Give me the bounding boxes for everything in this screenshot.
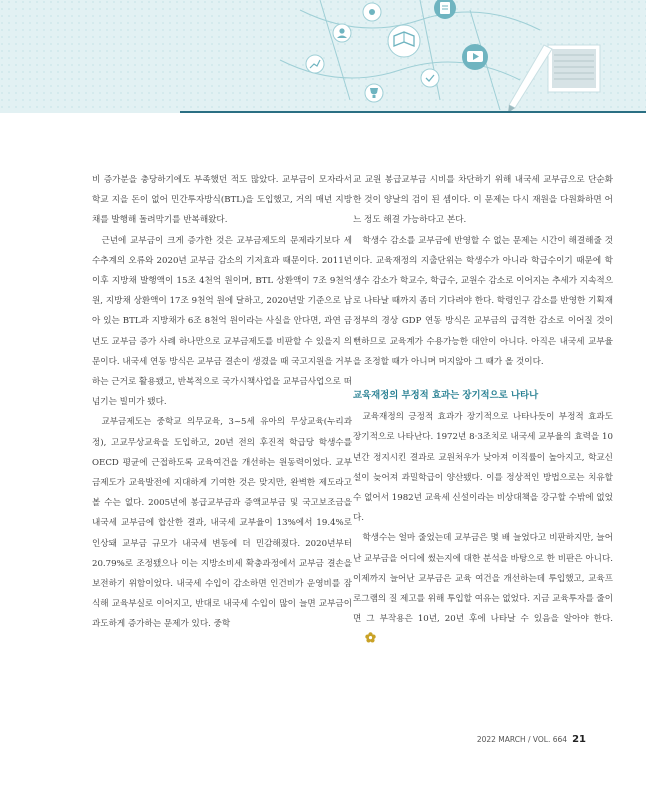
paragraph: 교 교원 봉급교부금 시비를 차단하기 위해 내국세 교부금으로 단순화한 것이 양날의 검이 된 셈이다. 이 문제는 다시 재원을 다원화하면 어느 정도 해결 가능하다고 본다. bbox=[353, 175, 613, 226]
paragraph: 학생수 감소를 교부금에 반영할 수 없는 문제는 시간이 해결해줄 것이다. 교육재정의 지출단위는 학생수가 아니라 학급수이기 때문에 학생수 감소가 학교수, 학급수, 교원수 감소로 이어지는 추세가 지속적으로 나타날 때까지 좀더 기다려야 한다. 학령인구 감소를 반영한 기획재정부의 경상 GDP 연동 방식은 교부금의 급격한 감소로 이어질 것이 뻔하므로 교육계가 수용가능한 대안이 아니다. 아직은 내국세 교부율을 조정할 때가 아니며 머지않아 그 때가 올 것이다. bbox=[353, 235, 613, 367]
trophy-icon bbox=[365, 84, 383, 102]
paragraph: 근년에 교부금이 크게 증가한 것은 교부금제도의 문제라기보다 세수추계의 오류와 2020년 교부금 감소의 기저효과 때문이다. 2011년 이후 지방채 발행액이 15조 4천억 원이며, BTL 상환액이 7조 9천억 원, 지방채 상환액이 17조 9천억 원에 달하고, 2020년말 기준으로 남아 있는 BTL과 지방채가 6조 8천억 원이라는 사실을 안다면, 과연 금년도 교부금 증가 사례 하나만으로 교부금제도를 비판할 수 있을지 의문이다. 내국세 연동 방식은 교부금 결손이 생겼을 때 국고지원을 거부하는 근거로 활용됐고, 반복적으로 국가시책사업을 교부금사업으로 떠넘기는 빌미가 됐다. bbox=[92, 235, 352, 408]
page-footer bbox=[477, 734, 586, 745]
paragraph-last bbox=[353, 528, 613, 651]
left-column bbox=[92, 170, 352, 635]
notebook-icon bbox=[548, 45, 600, 92]
right-column bbox=[353, 170, 613, 652]
user-icon bbox=[333, 24, 351, 42]
paragraph: 비 증가분을 충당하기에도 부족했던 적도 많았다. 교부금이 모자라서 학교 지을 돈이 없어 민간투자방식(BTL)을 도입했고, 거의 매년 지방채를 발행해 돌려막기를 반복해왔다. bbox=[92, 175, 352, 226]
gear-icon bbox=[363, 3, 381, 21]
education-illustration bbox=[0, 0, 646, 113]
book-icon bbox=[388, 25, 420, 57]
banner-bottom-band bbox=[180, 111, 646, 113]
section-heading: 교육재정의 부정적 효과는 장기적으로 나타나 bbox=[353, 390, 539, 402]
badge-check-icon bbox=[421, 69, 439, 87]
header-banner bbox=[0, 0, 646, 113]
paragraph: 교육재정의 긍정적 효과가 장기적으로 나타나듯이 부정적 효과도 장기적으로 나타난다. 1972년 8·3조치로 내국세 교부율의 효력을 10년간 정지시킨 결과로 교원처우가 낮아져 이직률이 높아지고, 학교신설이 늦어져 과밀학급이 양산됐다. 이를 정상적인 방법으로는 치유할 수 없어서 1982년 교육세 신설이라는 비상대책을 강구할 수밖에 없었다. bbox=[353, 412, 613, 524]
paragraph-text: 학생수는 얼마 줄었는데 교부금은 몇 배 늘었다고 비판하지만, 늘어난 교부금을 어디에 썼는지에 대한 분석을 바탕으로 한 비판은 아니다. 이제까지 늘어난 교부금은 교육 여건을 개선하는데 투입했고, 교육프로그램의 질 제고를 위해 투입할 여유는 없었다. 지금 교육투자를 줄이면 그 부작용은 10년, 20년 후에 나타날 수 있음을 알아야 한다. bbox=[353, 533, 613, 625]
paragraph: 교부금제도는 중학교 의무교육, 3~5세 유아의 무상교육(누리과정), 고교무상교육을 도입하고, 20년 전의 후진적 학급당 학생수를 OECD 평균에 근접하도록 교육여건을 개선하는 원동력이었다. 교부금제도가 교육발전에 지대하게 기여한 것은 맞지만, 완벽한 제도라고 볼 수는 없다. 2005년에 봉급교부금과 증액교부금 및 국고보조금을 내국세 교부금에 합산한 결과, 내국세 교부율이 13%에서 19.4%로 인상돼 교부금 규모가 내국세 변동에 더 민감해졌다. 2020년부터 20.79%로 조정됐으나 이는 지방소비세 확충과정에서 교부금 결손을 보전하기 위함이었다. 내국세 수입이 감소하면 인건비가 운영비를 잠식해 교육부실로 이어지고, 반대로 내국세 수입이 많이 늘면 교부금이 과도하게 증가하는 문제가 있다. 중학 bbox=[92, 417, 352, 630]
chart-icon bbox=[306, 55, 324, 73]
flower-end-mark-icon bbox=[356, 631, 376, 651]
page-number: 21 bbox=[572, 734, 586, 745]
issue-label: 2022 MARCH / VOL. 664 bbox=[476, 735, 568, 744]
video-play-icon bbox=[462, 44, 488, 70]
